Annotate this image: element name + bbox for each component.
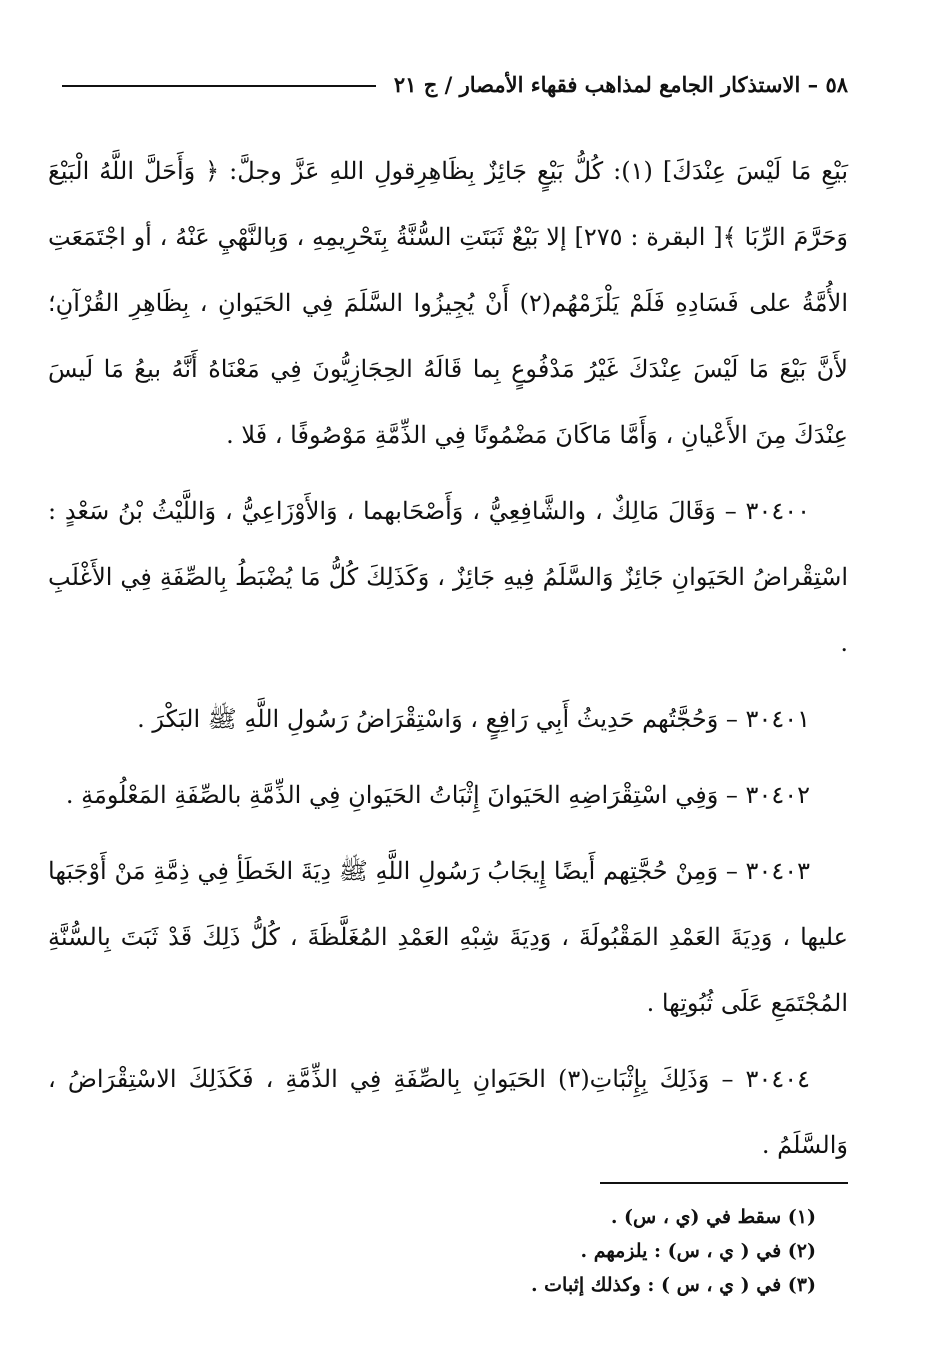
running-header	[62, 66, 848, 102]
paragraph-30401: ٣٠٤٠١ – وَحُجَّتُهم حَدِيثُ أَبِي رَافِعٍ ، وَاسْتِقْرَاضُ رَسُولِ اللَّهِ ﷺ البَكْرَ .	[137, 705, 810, 733]
paragraph-30402: ٣٠٤٠٢ – وَفِي اسْتِقْرَاضِهِ الحَيَوانَ إِثْبَاتُ الحَيَوانِ فِي الذِّمَّةِ بالصِّفَةِ المَعْلُومَةِ .	[65, 781, 810, 809]
footnote-1: (١) سقط في (ي ، س) .	[610, 1206, 816, 1228]
paragraph-30404: ٣٠٤٠٤ – وَذَلِكَ بِإِثْبَاتِ(٣) الحَيَوانِ بِالصِّفَةِ فِي الذِّمَّةِ ، فَكَذَلِكَ الاسْتِقْرَاضُ ، وَالسَّلَمُ .	[48, 1065, 848, 1159]
paragraph-30400: ٣٠٤٠٠ – وَقَالَ مَالِكٌ ، والشَّافِعِيُّ ، وَأَصْحَابهما ، وَالأَوْزَاعِيُّ ، وَاللَّيْثُ بْنُ سَعْدٍ : اسْتِقْراضُ الحَيَوانِ جَائِزٌ وَالسَّلَمُ فِيهِ جَائِزٌ ، وَكَذَلِكَ كُلُّ مَا يُضْبَطُ بِالصِّفَةِ فِي الأَغْلَبِ .	[48, 497, 848, 657]
paragraph-intro: بَيْعِ مَا لَيْسَ عِنْدَكَ] (١): كُلُّ بَيْعٍ جَائِزٌ بِظَاهِرِقولِ اللهِ عَزَّ وجلَّ: ﴿ وَأَحَلَّ اللَّهُ الْبَيْعَ وَحَرَّمَ الرِّبَا ﴾[ البقرة : ٢٧٥] إلا بَيْعٌ ثَبَتَتِ السُّنَّةُ بِتَحْرِيمِهِ ، وَبِالنَّهْيِ عَنْهُ ، أو اجْتَمَعَتِ الأُمَّةُ على فَسَادِهِ فَلَمْ يَلْزَمْهُم(٢) أَنْ يُجِيزُوا السَّلَمَ فِي الحَيَوانِ ، بِظَاهِرِ القُرْآنِ؛ لأَنَّ بَيْعَ مَا لَيْسَ عِنْدَكَ غَيْرُ مَدْفُوعٍ بِما قَالَهُ الحِجَازِيُّونَ فِي مَعْنَاهُ أَنَّهُ بيعُ مَا لَيسَ عِنْدَكَ مِنَ الأَعْيانِ ، وَأَمَّا مَاكَانَ مَضْمُونًا فِي الذِّمَّةِ مَوْصُوفًا ، فَلا .	[48, 157, 849, 449]
footnote-2: (٢) في ( ي ، س) : يلزمهم .	[580, 1240, 816, 1262]
footnote-3: (٣) في ( ي ، س ) : وكذلك إثبات .	[530, 1274, 816, 1296]
footnotes	[100, 1200, 816, 1302]
main-text	[48, 138, 848, 1188]
header-rule	[62, 85, 376, 87]
footnote-separator	[600, 1182, 848, 1184]
header-title: ٥٨ – الاستذكار الجامع لمذاهب فقهاء الأمصار / ج ٢١	[393, 71, 848, 97]
paragraph-30403: ٣٠٤٠٣ – وَمِنْ حُجَّتِهم أَيضًا إِيجَابُ رَسُولِ اللَّهِ ﷺ دِيَةَ الخَطَأِ فِي ذِمَّةِ مَنْ أَوْجَبَها عليها ، وَدِيَةَ العَمْدِ المَقْبُولَةَ ، وَدِيَةَ شِبْهِ العَمْدِ المُغَلَّظَةَ ، كُلُّ ذَلِكَ قَدْ ثَبَتَ بِالسُّنَّةِ المُجْتَمَعِ عَلَى ثُبُوتِها .	[48, 857, 848, 1017]
